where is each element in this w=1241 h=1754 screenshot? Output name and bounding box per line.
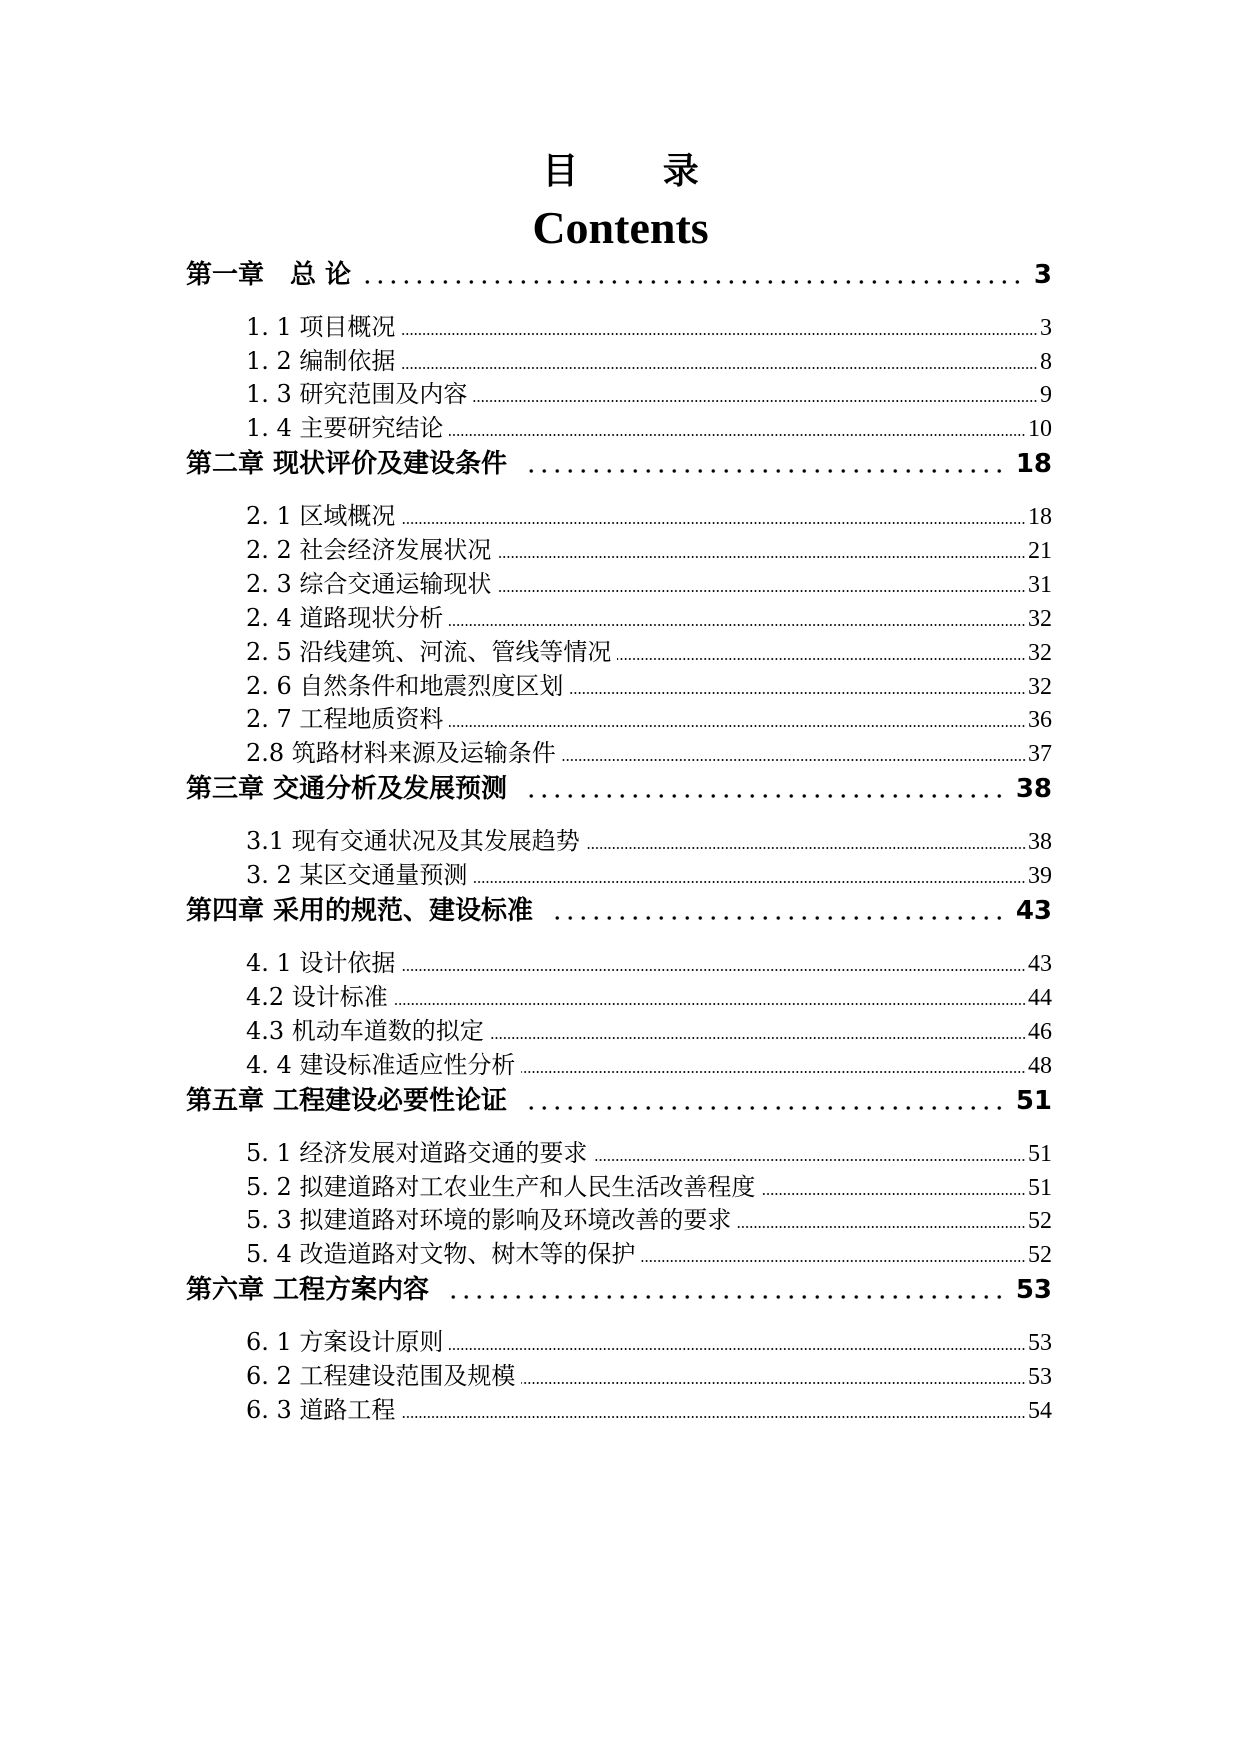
toc-section-entry[interactable] bbox=[246, 858, 1052, 892]
toc-entry-page-number: 8 bbox=[1040, 349, 1052, 375]
toc-entry-page-number: 10 bbox=[1028, 416, 1052, 442]
dot-leader bbox=[490, 1035, 1026, 1041]
toc-section-entry[interactable] bbox=[246, 946, 1052, 980]
dot-leader bbox=[521, 1069, 1026, 1075]
toc-section-entry[interactable] bbox=[246, 980, 1052, 1014]
toc-entry-title: 2. 6 自然条件和地震烈度区划 bbox=[246, 672, 564, 700]
toc-entry-page-number: 43 bbox=[1015, 896, 1052, 926]
toc-entry-page-number: 48 bbox=[1028, 1053, 1052, 1079]
toc-entry-title: 第四章 采用的规范、建设标准 bbox=[186, 896, 534, 926]
toc-entry-title: 6. 2 工程建设范围及规模 bbox=[246, 1362, 516, 1390]
dot-leader bbox=[521, 1105, 1006, 1111]
toc-entry-title: 1. 2 编制依据 bbox=[246, 347, 396, 375]
toc-entry-title: 5. 4 改造道路对文物、树木等的保护 bbox=[246, 1240, 636, 1268]
dot-leader bbox=[562, 757, 1026, 763]
toc-section-entry[interactable] bbox=[246, 411, 1052, 445]
dot-leader bbox=[401, 365, 1038, 371]
toc-section-entry[interactable] bbox=[246, 1325, 1052, 1359]
dot-leader bbox=[473, 398, 1038, 404]
toc-entry-title: 6. 3 道路工程 bbox=[246, 1396, 396, 1424]
toc-entry-title: 2. 3 综合交通运输现状 bbox=[246, 570, 492, 598]
toc-entry-title: 4.3 机动车道数的拟定 bbox=[246, 1017, 484, 1045]
toc-entry-title: 1. 4 主要研究结论 bbox=[246, 414, 444, 442]
toc-section-entry[interactable] bbox=[246, 1393, 1052, 1427]
dot-leader bbox=[521, 468, 1006, 474]
toc-entry-title: 2. 7 工程地质资料 bbox=[246, 705, 444, 733]
toc-entry-title: 1. 3 研究范围及内容 bbox=[246, 380, 468, 408]
toc-entry-page-number: 46 bbox=[1028, 1019, 1052, 1045]
toc-chapter-entry[interactable] bbox=[186, 893, 1052, 929]
toc-entry-title: 第三章 交通分析及发展预测 bbox=[186, 774, 508, 804]
dot-leader bbox=[401, 1414, 1026, 1420]
toc-entry-title: 6. 1 方案设计原则 bbox=[246, 1328, 444, 1356]
toc-title-chinese: 目 录 bbox=[542, 151, 735, 192]
toc-entry-page-number: 31 bbox=[1028, 572, 1052, 598]
toc-entry-page-number: 43 bbox=[1028, 951, 1052, 977]
toc-entry-page-number: 54 bbox=[1028, 1398, 1052, 1424]
toc-entry-title: 2. 5 沿线建筑、河流、管线等情况 bbox=[246, 638, 612, 666]
toc-section-entry[interactable] bbox=[246, 1237, 1052, 1271]
toc-entry-title: 第二章 现状评价及建设条件 bbox=[186, 449, 508, 479]
dot-leader bbox=[449, 723, 1026, 729]
toc-entry-title: 4.2 设计标准 bbox=[246, 983, 388, 1011]
toc-entry-title: 第五章 工程建设必要性论证 bbox=[186, 1086, 508, 1116]
toc-entry-page-number: 51 bbox=[1028, 1175, 1052, 1201]
toc-entry-page-number: 52 bbox=[1028, 1208, 1052, 1234]
toc-entry-page-number: 52 bbox=[1028, 1242, 1052, 1268]
dot-leader bbox=[449, 622, 1026, 628]
toc-entry-page-number: 44 bbox=[1028, 985, 1052, 1011]
toc-entry-page-number: 53 bbox=[1015, 1275, 1052, 1305]
toc-section-entry[interactable] bbox=[246, 310, 1052, 344]
dot-leader bbox=[547, 915, 1006, 921]
toc-entry-title: 2. 1 区域概况 bbox=[246, 502, 396, 530]
toc-section-entry[interactable] bbox=[246, 1048, 1052, 1082]
dot-leader bbox=[497, 554, 1026, 560]
toc-section-entry[interactable] bbox=[246, 533, 1052, 567]
dot-leader bbox=[586, 845, 1026, 851]
toc-section-entry[interactable] bbox=[246, 344, 1052, 378]
toc-entry-title: 2. 4 道路现状分析 bbox=[246, 604, 444, 632]
toc-entry-title: 3.1 现有交通状况及其发展趋势 bbox=[246, 827, 580, 855]
toc-entry-page-number: 3 bbox=[1040, 315, 1052, 341]
toc-entry-title: 5. 3 拟建道路对环境的影响及环境改善的要求 bbox=[246, 1206, 732, 1234]
dot-leader bbox=[401, 967, 1026, 973]
toc-section-entry[interactable] bbox=[246, 1359, 1052, 1393]
toc-entry-title: 第一章 总 论 bbox=[186, 260, 352, 290]
toc-entry-page-number: 36 bbox=[1028, 707, 1052, 733]
dot-leader bbox=[449, 1346, 1026, 1352]
dot-leader bbox=[497, 588, 1026, 594]
toc-section-entry[interactable] bbox=[246, 601, 1052, 635]
toc-entry-page-number: 37 bbox=[1028, 741, 1052, 767]
dot-leader bbox=[521, 1380, 1026, 1386]
toc-section-entry[interactable] bbox=[246, 1136, 1052, 1170]
toc-section-entry[interactable] bbox=[246, 499, 1052, 533]
toc-section-entry[interactable] bbox=[246, 736, 1052, 770]
toc-section-entry[interactable] bbox=[246, 377, 1052, 411]
toc-entry-page-number: 21 bbox=[1028, 538, 1052, 564]
dot-leader bbox=[443, 1294, 1006, 1300]
toc-entry-page-number: 38 bbox=[1015, 774, 1052, 804]
dot-leader bbox=[593, 1157, 1026, 1163]
dot-leader bbox=[641, 1258, 1026, 1264]
toc-section-entry[interactable] bbox=[246, 567, 1052, 601]
toc-section-entry[interactable] bbox=[246, 1170, 1052, 1204]
toc-entry-page-number: 51 bbox=[1028, 1141, 1052, 1167]
toc-section-entry[interactable] bbox=[246, 669, 1052, 703]
toc-section-entry[interactable] bbox=[246, 635, 1052, 669]
toc-entry-title: 3. 2 某区交通量预测 bbox=[246, 861, 468, 889]
toc-entry-title: 第六章 工程方案内容 bbox=[186, 1275, 430, 1305]
toc-entry-page-number: 39 bbox=[1028, 863, 1052, 889]
toc-entry-title: 2. 2 社会经济发展状况 bbox=[246, 536, 492, 564]
toc-entry-title: 5. 1 经济发展对道路交通的要求 bbox=[246, 1139, 588, 1167]
toc-entry-page-number: 53 bbox=[1028, 1364, 1052, 1390]
toc-entry-page-number: 38 bbox=[1028, 829, 1052, 855]
toc-entry-page-number: 32 bbox=[1028, 640, 1052, 666]
dot-leader bbox=[617, 656, 1026, 662]
toc-entry-page-number: 53 bbox=[1028, 1330, 1052, 1356]
toc-chapter-entry[interactable] bbox=[186, 1083, 1052, 1119]
toc-section-entry[interactable] bbox=[246, 1014, 1052, 1048]
dot-leader bbox=[569, 690, 1026, 696]
dot-leader bbox=[394, 1001, 1026, 1007]
toc-chapter-entry[interactable] bbox=[186, 446, 1052, 482]
dot-leader bbox=[521, 793, 1006, 799]
dot-leader bbox=[473, 879, 1026, 885]
toc-entry-title: 1. 1 项目概况 bbox=[246, 313, 396, 341]
toc-chapter-entry[interactable] bbox=[186, 1272, 1052, 1308]
toc-chapter-entry[interactable] bbox=[186, 771, 1052, 807]
toc-entry-page-number: 32 bbox=[1028, 606, 1052, 632]
toc-entry-page-number: 9 bbox=[1040, 382, 1052, 408]
toc-entry-page-number: 3 bbox=[1033, 260, 1052, 290]
toc-entry-title: 2.8 筑路材料来源及运输条件 bbox=[246, 739, 556, 767]
toc-entry-title: 4. 4 建设标准适应性分析 bbox=[246, 1051, 516, 1079]
toc-section-entry[interactable] bbox=[246, 1203, 1052, 1237]
dot-leader bbox=[761, 1191, 1026, 1197]
toc-section-entry[interactable] bbox=[246, 702, 1052, 736]
toc-entry-title: 4. 1 设计依据 bbox=[246, 949, 396, 977]
toc-entry-page-number: 18 bbox=[1028, 504, 1052, 530]
toc-entry-title: 5. 2 拟建道路对工农业生产和人民生活改善程度 bbox=[246, 1173, 756, 1201]
toc-chapter-entry[interactable] bbox=[186, 257, 1052, 293]
toc-entry-page-number: 18 bbox=[1015, 449, 1052, 479]
toc-entry-page-number: 32 bbox=[1028, 674, 1052, 700]
dot-leader bbox=[449, 432, 1026, 438]
dot-leader bbox=[401, 331, 1038, 337]
dot-leader bbox=[365, 279, 1024, 285]
dot-leader bbox=[737, 1224, 1026, 1230]
toc-section-entry[interactable] bbox=[246, 824, 1052, 858]
toc-title-english: Contents bbox=[532, 202, 709, 253]
toc-entry-page-number: 51 bbox=[1015, 1086, 1052, 1116]
dot-leader bbox=[401, 520, 1026, 526]
